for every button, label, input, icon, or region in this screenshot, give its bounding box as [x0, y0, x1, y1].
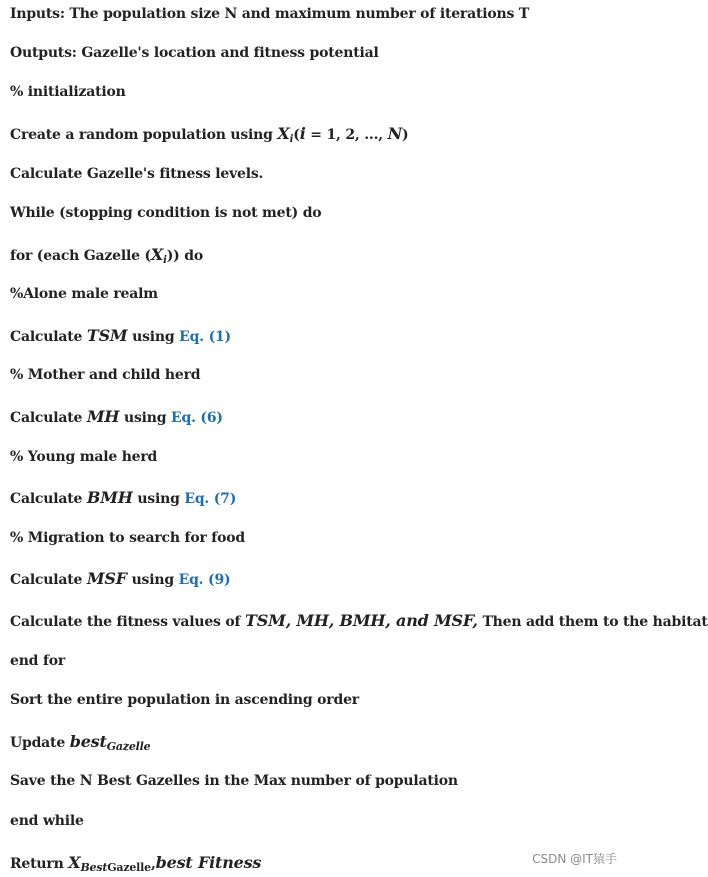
- update-line: [10, 733, 150, 756]
- n-var: N: [387, 124, 403, 143]
- i-var: i: [299, 124, 306, 143]
- return-sep: ,: [150, 856, 156, 872]
- alone-male-comment: %Alone male realm: [10, 286, 158, 302]
- end-while-line: end while: [10, 813, 84, 829]
- return-line: [10, 854, 261, 877]
- using-text: using: [119, 410, 172, 426]
- calc-text: Calculate: [10, 329, 87, 345]
- eq9-link[interactable]: Eq. (9): [178, 572, 231, 588]
- mh-var: MH: [86, 407, 120, 426]
- gazelle-subscript: Gazelle: [107, 861, 151, 874]
- for-text: for (each Gazelle (: [10, 248, 151, 264]
- update-text: Update: [10, 735, 70, 751]
- tsm-line: [10, 327, 231, 346]
- mother-child-comment: % Mother and child herd: [10, 367, 201, 383]
- close-paren: ): [402, 127, 409, 143]
- sort-line: Sort the entire population in ascending order: [10, 692, 359, 708]
- best-subscript: Best: [80, 861, 108, 874]
- save-line: Save the N Best Gazelles in the Max number of population: [10, 773, 458, 789]
- eq7-link[interactable]: Eq. (7): [184, 491, 237, 507]
- eq6-link[interactable]: Eq. (6): [171, 410, 223, 426]
- eq1-link[interactable]: Eq. (1): [179, 329, 231, 345]
- calc-fitness-line: Calculate Gazelle's fitness levels.: [10, 166, 264, 182]
- csdn-watermark: CSDN @IT猿手: [532, 852, 617, 866]
- msf-line: [10, 570, 230, 589]
- for-post: )) do: [166, 248, 203, 264]
- bmh-line: [10, 489, 236, 508]
- best-fitness-var: best Fitness: [155, 853, 262, 872]
- end-for-line: end for: [10, 653, 66, 669]
- inputs-line: Inputs: The population size N and maximum number of iterations T: [10, 6, 530, 22]
- fitness-values-text: Calculate the fitness values of: [10, 614, 246, 630]
- gazelle-subscript: Gazelle: [106, 740, 151, 753]
- fitness-vars: TSM, MH, BMH, and MSF,: [245, 611, 478, 630]
- outputs-line: Outputs: Gazelle's location and fitness potential: [10, 45, 379, 61]
- for-line: [10, 246, 203, 270]
- open-paren: (: [293, 127, 300, 143]
- x-var: X: [68, 853, 81, 872]
- fitness-values-line: [10, 612, 708, 631]
- young-male-comment: % Young male herd: [10, 449, 158, 465]
- x-subscript: i: [163, 255, 167, 266]
- using-text: using: [127, 329, 180, 345]
- x-var: X: [150, 245, 164, 264]
- using-text: using: [132, 491, 185, 507]
- x-var: X: [277, 124, 290, 143]
- calc-text: Calculate: [10, 410, 87, 426]
- best-var: best: [69, 732, 107, 751]
- migration-comment: % Migration to search for food: [10, 530, 245, 546]
- mh-line: [10, 408, 223, 427]
- create-text: Create a random population using: [10, 127, 278, 143]
- using-text: using: [126, 572, 179, 588]
- fitness-values-post: Then add them to the habitat: [477, 614, 708, 630]
- x-subscript: i: [289, 134, 294, 145]
- tsm-var: TSM: [86, 326, 128, 345]
- bmh-var: BMH: [86, 488, 133, 507]
- create-population-line: [10, 125, 408, 149]
- return-text: Return: [10, 856, 69, 872]
- while-line: While (stopping condition is not met) do: [10, 205, 322, 221]
- range-text: = 1, 2, ...,: [305, 127, 388, 143]
- calc-text: Calculate: [10, 572, 87, 588]
- initialization-comment: % initialization: [10, 84, 126, 100]
- calc-text: Calculate: [10, 491, 87, 507]
- msf-var: MSF: [86, 569, 127, 588]
